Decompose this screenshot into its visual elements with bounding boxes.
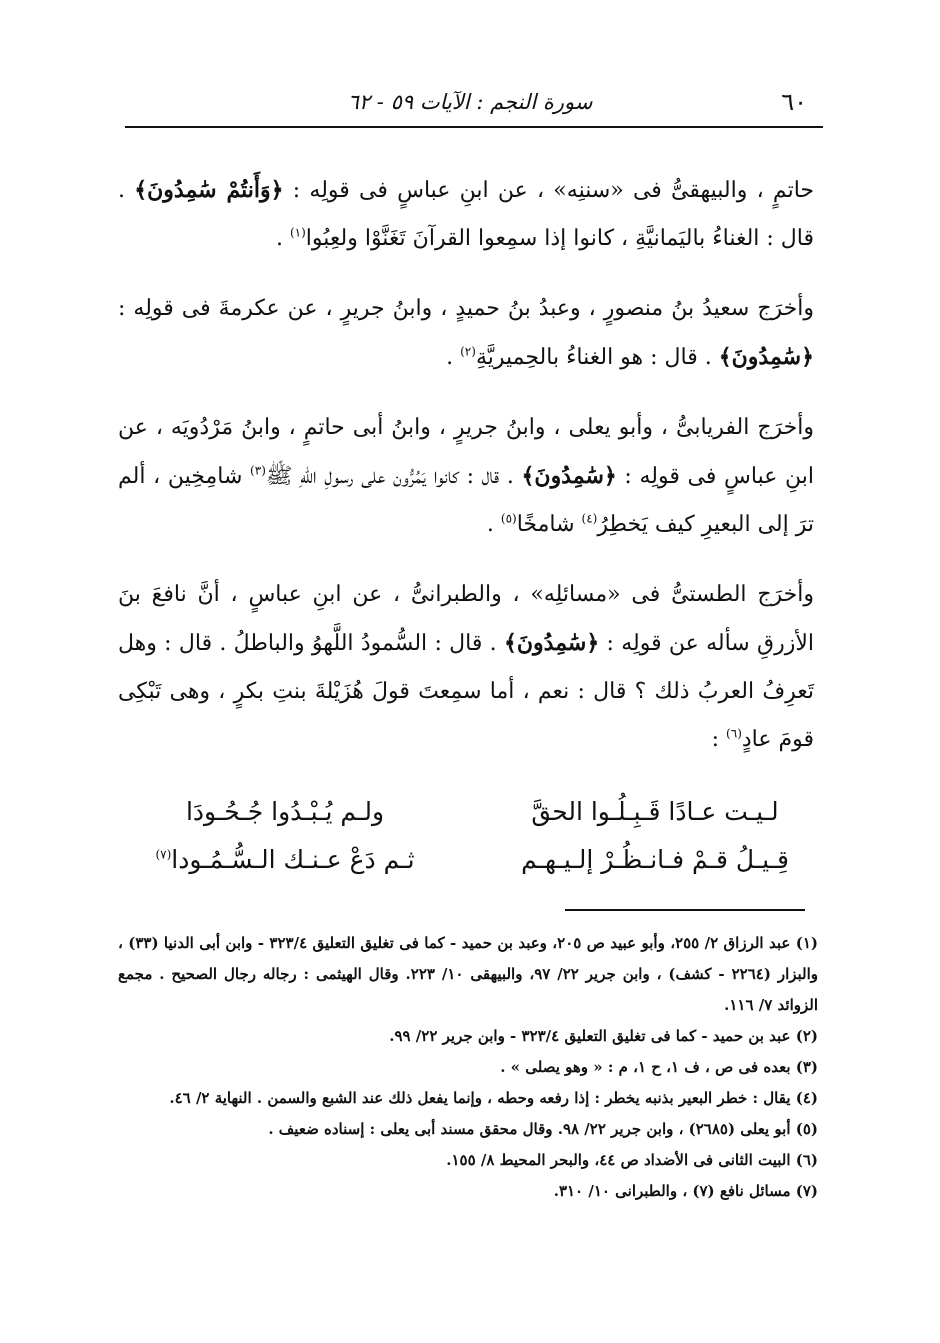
header-rule xyxy=(125,126,823,128)
footnote-ref: (٥) xyxy=(500,511,517,526)
paragraph-text: : xyxy=(711,727,727,752)
paragraph-text: . قال : كانوا يَمُرُّون على رسولِ اللهِ ﷺ xyxy=(265,464,522,489)
footnote: (١) عبد الرزاق ٢/ ٢٥٥، وأبو عبيد ص ٢٠٥، وعبد بن حميد - كما فى تغليق التعليق ٣٢٣/٤ - وابن أبى الدنيا (٣٣) ، والبزار (٢٢٦٤ - كشف) ، وابن جرير ٢٢/ ٩٧، والبيهقى ١٠/ ٢٢٣. وقال الهيثمى : رجاله رجال الصحيح . مجمع الزوائد ٧/ ١١٦. xyxy=(118,934,819,1014)
paragraph-text: . قال : السُّمودُ اللَّهوُ والباطلُ . قال : وهل تَعرِفُ العربُ ذلك ؟ قال : نعم ، أما سمِعتَ قولَ هُزَيْلةَ بنتِ بكرٍ ، وهى تَبْكِى قومَ عادٍ xyxy=(118,631,814,752)
page-number: ٦٠ xyxy=(781,88,807,116)
footnote: (٢) عبد بن حميد - كما فى تغليق التعليق ٣٢٣/٤ - وابن جرير ٢٢/ ٩٩. xyxy=(389,1027,818,1045)
poem-line xyxy=(120,836,820,884)
footnote-ref: (٤) xyxy=(581,511,598,526)
paragraph-text: . قال : هو الغناءُ بالحِميريَّةِ xyxy=(475,345,719,370)
footnote-ref: (٧) xyxy=(155,847,172,862)
poem-text: ثـم دَعْ عـنـك الـسُّـمُـودا xyxy=(171,845,415,874)
footnotes xyxy=(118,928,818,1207)
paragraph xyxy=(118,571,814,764)
footnote: (٥) أبو يعلى (٢٦٨٥) ، وابن جرير ٢٢/ ٩٨. وقال محقق مسند أبى يعلى : إسناده ضعيف . xyxy=(268,1120,818,1138)
poem-hemistich: لـيـت عـادًا قَـبِـلُـوا الحقَّ xyxy=(531,797,779,826)
page-header xyxy=(125,84,815,124)
poem-hemistich xyxy=(120,836,450,884)
running-title: سورة النجم : الآيات ٥٩ - ٦٢ xyxy=(347,90,593,114)
paragraph-text: شامخًا xyxy=(516,512,582,537)
poem-hemistich: قِـيـلُ قـمْ فـانـظُـرْ إلـيـهـم xyxy=(521,845,789,874)
paragraph-text: . xyxy=(275,226,290,251)
footnote-ref: (٦) xyxy=(726,726,742,741)
quran-quote: ﴿سَٰمِدُونَ﴾ xyxy=(521,463,617,489)
body-text xyxy=(118,166,814,786)
paragraph-text: وأخرَج الطستىُّ فى «مسائلِه» ، والطبرانىُّ ، عن ابنِ عباسٍ ، أنَّ نافعَ بنَ الأزرقِ سأله عن قولِه : xyxy=(118,582,814,656)
paragraph-text: . قال : الغناءُ باليَمانيَّةِ ، كانوا إذا سمِعوا القرآنَ تَغَنَّوْا ولعِبُوا xyxy=(118,178,814,251)
paragraph xyxy=(118,404,814,549)
footnote-rule xyxy=(565,909,805,911)
paragraph xyxy=(118,166,814,263)
poem xyxy=(120,788,820,884)
footnote-ref: (٢) xyxy=(460,344,476,359)
paragraph-text: وأخرَج الفريابىُّ ، وأبو يعلى ، وابنُ جريرٍ ، وابنُ أبى حاتمٍ ، وابنُ مَرْدُويَه ، عن ابنِ عباسٍ فى قولِه : xyxy=(118,415,815,489)
paragraph-text: . xyxy=(446,345,461,370)
paragraph xyxy=(118,285,814,382)
quran-quote: ﴿سَٰمِدُونَ﴾ xyxy=(718,344,814,370)
quran-quote: ﴿سَٰمِدُونَ﴾ xyxy=(503,630,600,656)
footnote: (٧) مسائل نافع (٧) ، والطبرانى ١٠/ ٣١٠. xyxy=(553,1182,818,1200)
paragraph-text: شامِخِين ، ألم ترَ إلى البعيرِ كيف يَخطِرُ xyxy=(118,464,814,537)
paragraph-text: . xyxy=(486,512,501,537)
footnote: (٦) البيت الثانى فى الأضداد ص ٤٤، والبحر المحيط ٨/ ١٥٥. xyxy=(446,1151,818,1169)
footnote-ref: (٣) xyxy=(250,463,266,478)
footnote: (٤) يقال : خطر البعير بذنبه يخطر : إذا رفعه وحطه ، وإنما يفعل ذلك عند الشبع والسمن . النهاية ٢/ ٤٦. xyxy=(169,1089,818,1107)
paragraph-text: حاتمٍ ، والبيهقىُّ فى «سننِه» ، عن ابنِ عباسٍ فى قولِه : xyxy=(283,178,815,203)
poem-line xyxy=(120,788,820,836)
footnote-ref: (١) xyxy=(289,225,306,240)
footnote: (٣) بعده فى ص ، ف ١، ح ١، م : « وهو يصلى » . xyxy=(500,1058,818,1076)
paragraph-text: وأخرَج سعيدُ بنُ منصورٍ ، وعبدُ بنُ حميدٍ ، وابنُ جريرٍ ، عن عكرمةَ فى قولِه : xyxy=(118,296,814,321)
poem-hemistich: ولـم يُـبْـدُوا جُـحُـودَا xyxy=(185,797,385,826)
quran-quote: ﴿وَأَنتُمْ سَٰمِدُونَ﴾ xyxy=(134,177,284,203)
